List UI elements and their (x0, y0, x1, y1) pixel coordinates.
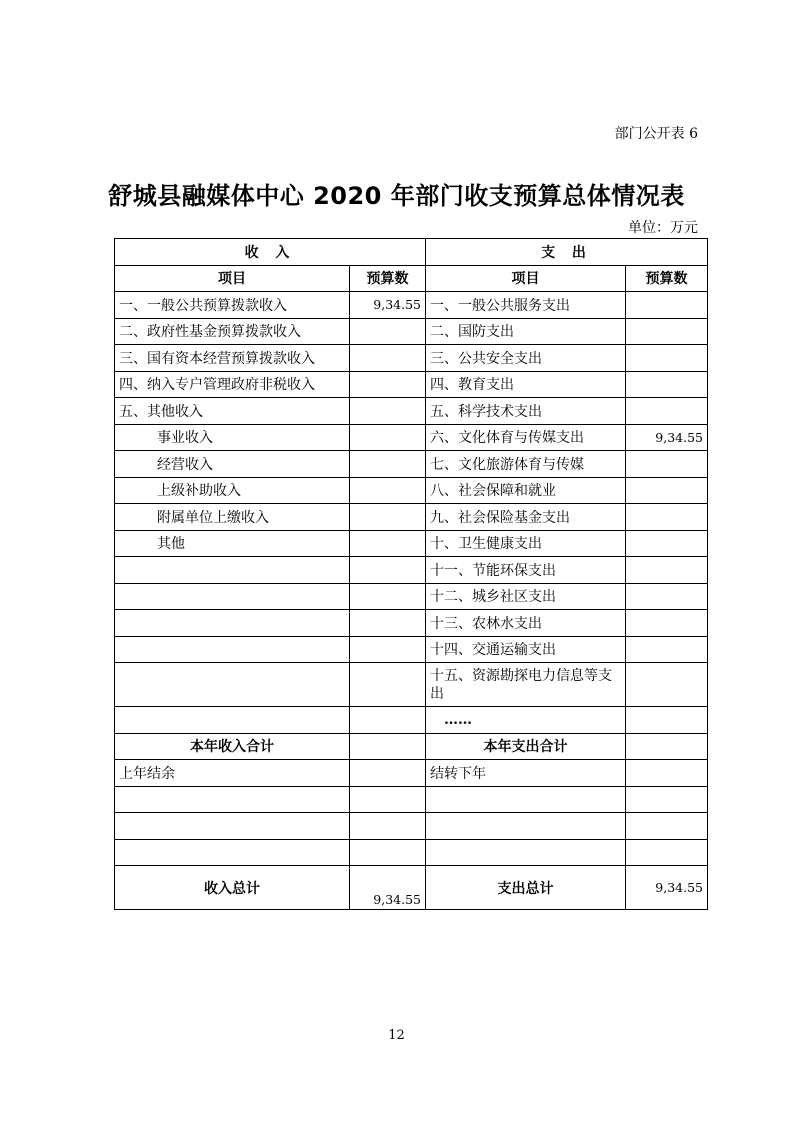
income-value (350, 477, 426, 504)
income-value (350, 451, 426, 478)
table-row (115, 371, 708, 398)
income-item: 经营收入 (115, 451, 350, 478)
table-row (115, 786, 708, 813)
income-item: 二、政府性基金预算拨款收入 (115, 318, 350, 345)
expense-value (626, 707, 708, 734)
carry-row (115, 760, 708, 787)
column-header-row (115, 265, 708, 292)
income-value: 9,34.55 (350, 292, 426, 319)
expense-value (626, 504, 708, 531)
income-budget-header: 预算数 (350, 265, 426, 292)
empty-cell (426, 839, 626, 866)
income-value (350, 610, 426, 637)
expense-item: 三、公共安全支出 (426, 345, 626, 372)
expense-value (626, 477, 708, 504)
income-item: 四、纳入专户管理政府非税收入 (115, 371, 350, 398)
empty-cell (626, 813, 708, 840)
annual-expense-total-value (626, 733, 708, 760)
expense-value (626, 583, 708, 610)
expense-item: 八、社会保障和就业 (426, 477, 626, 504)
table-row (115, 398, 708, 425)
annual-income-total-value (350, 733, 426, 760)
expense-value (626, 292, 708, 319)
income-section-header: 收 入 (115, 239, 426, 266)
form-number: 部门公开表 6 (614, 126, 698, 142)
expense-value (626, 318, 708, 345)
expense-item: 二、国防支出 (426, 318, 626, 345)
expense-item: 一、一般公共服务支出 (426, 292, 626, 319)
income-value (350, 504, 426, 531)
table-row (115, 504, 708, 531)
expense-value: 9,34.55 (626, 424, 708, 451)
expense-item: 十二、城乡社区支出 (426, 583, 626, 610)
income-item: 五、其他收入 (115, 398, 350, 425)
expense-item: 五、科学技术支出 (426, 398, 626, 425)
annual-expense-total-label: 本年支出合计 (426, 733, 626, 760)
table-row (115, 477, 708, 504)
income-item (115, 557, 350, 584)
empty-cell (115, 839, 350, 866)
table-row (115, 583, 708, 610)
expense-value (626, 636, 708, 663)
income-value (350, 424, 426, 451)
income-item: 上级补助收入 (115, 477, 350, 504)
income-item (115, 636, 350, 663)
income-grand-total-value: 9,34.55 (350, 866, 426, 910)
income-item: 事业收入 (115, 424, 350, 451)
table-row (115, 839, 708, 866)
table-row (115, 292, 708, 319)
expense-grand-total-value: 9,34.55 (626, 866, 708, 910)
expense-value (626, 530, 708, 557)
income-item-header: 项目 (115, 265, 350, 292)
income-item (115, 663, 350, 707)
table-row (115, 557, 708, 584)
expense-item: 十一、节能环保支出 (426, 557, 626, 584)
income-value (350, 345, 426, 372)
grand-total-row (115, 866, 708, 910)
table-row (115, 663, 708, 707)
empty-cell (350, 813, 426, 840)
carry-out-label: 结转下年 (426, 760, 626, 787)
expense-item: 十、卫生健康支出 (426, 530, 626, 557)
table-row (115, 530, 708, 557)
empty-cell (426, 813, 626, 840)
empty-cell (115, 813, 350, 840)
page-number: 12 (388, 1028, 405, 1043)
table-row (115, 318, 708, 345)
empty-cell (426, 786, 626, 813)
income-item (115, 610, 350, 637)
page-title: 舒城县融媒体中心 2020 年部门收支预算总体情况表 (108, 182, 685, 210)
empty-cell (350, 839, 426, 866)
budget-table (114, 238, 708, 910)
expense-item: 十五、资源勘探电力信息等支出 (426, 663, 626, 707)
income-item (115, 583, 350, 610)
income-item: 附属单位上缴收入 (115, 504, 350, 531)
annual-income-total-label: 本年收入合计 (115, 733, 350, 760)
table-row (115, 451, 708, 478)
expense-item: 九、社会保险基金支出 (426, 504, 626, 531)
carry-out-value (626, 760, 708, 787)
expense-item: 十三、农林水支出 (426, 610, 626, 637)
carry-in-value (350, 760, 426, 787)
expense-value (626, 451, 708, 478)
unit-label: 单位：万元 (628, 220, 698, 236)
income-value (350, 530, 426, 557)
income-item: 三、国有资本经营预算拨款收入 (115, 345, 350, 372)
expense-value (626, 663, 708, 707)
empty-cell (626, 786, 708, 813)
income-value (350, 557, 426, 584)
empty-cell (350, 786, 426, 813)
expense-value (626, 371, 708, 398)
income-item: 一、一般公共预算拨款收入 (115, 292, 350, 319)
income-value (350, 371, 426, 398)
table-row (115, 610, 708, 637)
expense-item-header: 项目 (426, 265, 626, 292)
income-grand-total-label: 收入总计 (115, 866, 350, 910)
expense-value (626, 610, 708, 637)
income-value (350, 583, 426, 610)
expense-item: 七、文化旅游体育与传媒 (426, 451, 626, 478)
table-row (115, 424, 708, 451)
annual-total-row (115, 733, 708, 760)
empty-cell (626, 839, 708, 866)
income-value (350, 398, 426, 425)
expense-item: 六、文化体育与传媒支出 (426, 424, 626, 451)
expense-item: 四、教育支出 (426, 371, 626, 398)
expense-value (626, 398, 708, 425)
expense-budget-header: 预算数 (626, 265, 708, 292)
table-row (115, 813, 708, 840)
income-item: 其他 (115, 530, 350, 557)
income-item (115, 707, 350, 734)
table-row (115, 707, 708, 734)
section-header-row (115, 239, 708, 266)
table-row (115, 345, 708, 372)
expense-value (626, 345, 708, 372)
expense-section-header: 支 出 (426, 239, 708, 266)
income-value (350, 707, 426, 734)
expense-item: …… (426, 707, 626, 734)
empty-cell (115, 786, 350, 813)
expense-value (626, 557, 708, 584)
income-value (350, 636, 426, 663)
income-value (350, 663, 426, 707)
table-row (115, 636, 708, 663)
carry-in-label: 上年结余 (115, 760, 350, 787)
income-value (350, 318, 426, 345)
expense-grand-total-label: 支出总计 (426, 866, 626, 910)
expense-item: 十四、交通运输支出 (426, 636, 626, 663)
